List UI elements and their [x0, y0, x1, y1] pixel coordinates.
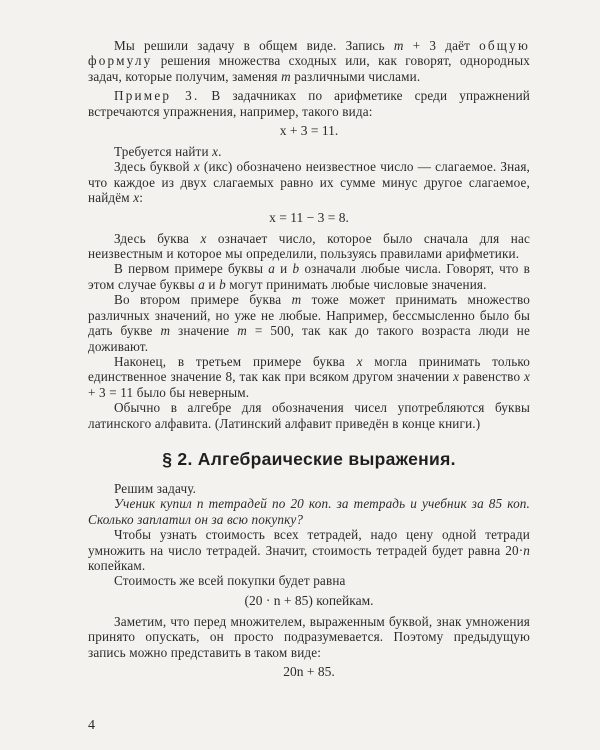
paragraph-p7: [88, 292, 530, 354]
block-4: [88, 481, 530, 589]
text-run: Пример 3.: [114, 88, 200, 104]
text-run: .: [218, 144, 222, 160]
formula-x-plus-3: x + 3 = 11.: [279, 123, 339, 139]
text-run: могла принимать только единственное значение 8, так как при всяком другом значении: [88, 353, 530, 385]
paragraph-p9: [88, 400, 530, 431]
text-run: x: [523, 369, 530, 385]
text-run: Ученик купил n тетрадей по 20 коп. за тетрадь и учебник за 85 коп. Сколько заплатил он за всю покупку?: [88, 496, 530, 527]
text-run: Мы решили задачу в общем виде. Запись: [114, 38, 394, 53]
text-run: означает число, которое было сначала для нас неизвестным и которое мы определили, пользуясь правилами арифметики.: [88, 230, 530, 262]
paragraph-p5: [88, 231, 530, 262]
section-heading: § 2. Алгебраические выражения.: [162, 448, 456, 469]
paragraph-p11: [88, 496, 530, 527]
text-run: x: [212, 144, 219, 160]
text-run: m: [160, 323, 171, 339]
paragraph-p13: [88, 573, 530, 588]
text-run: + 3 даёт: [403, 38, 480, 53]
text-run: a: [198, 276, 205, 292]
text-run: :: [139, 190, 144, 206]
text-run: x: [193, 159, 200, 175]
text-run: a: [268, 261, 275, 277]
text-run: и: [204, 276, 220, 292]
page-number: 4: [88, 718, 95, 733]
text-run: Решим задачу.: [114, 480, 197, 496]
block-5: [88, 614, 530, 660]
block-top: [88, 38, 530, 119]
paragraph-p2: [88, 88, 530, 119]
block-2: [88, 144, 530, 206]
text-run: Здесь буква: [114, 230, 201, 246]
text-run: общую формулу: [88, 38, 530, 69]
text-run: Чтобы узнать стоимость всех тетрадей, надо цену одной тетради умножить на число тетрадей. Значит, стоимость тетрадей будет равна 20·: [88, 527, 530, 558]
paragraph-p8: [88, 354, 530, 400]
text-run: b: [219, 276, 226, 292]
text-run: тоже может принимать множество различных значений, но уже не любые. Например, бессмысленно было бы дать букве: [88, 292, 530, 339]
text-run: и: [275, 261, 293, 277]
text-run: = 500, так как до такого возраста люди не доживают.: [88, 323, 531, 354]
text-run: m: [237, 323, 247, 339]
text-run: В первом примере буквы: [114, 261, 269, 277]
formula-cost: (20 · n + 85) копейкам.: [244, 592, 374, 608]
text-run: x: [356, 353, 363, 369]
text-run: m: [291, 292, 302, 308]
text-run: m: [393, 38, 404, 53]
text-run: копейкам.: [88, 557, 146, 573]
text-run: + 3 = 11 было бы неверным.: [88, 384, 250, 400]
paragraph-p6: [88, 261, 530, 292]
formula-x-equals-8: x = 11 − 3 = 8.: [269, 209, 349, 225]
text-run: m: [281, 68, 291, 84]
text-run: значение: [170, 323, 238, 339]
paragraph-p1: [88, 38, 530, 84]
text-run: В задачниках по арифметике среди упражнений встречаются упражнения, например, такого вида:: [88, 88, 530, 119]
paragraph-p3: [88, 144, 530, 159]
text-run: x: [200, 230, 207, 246]
text-run: решения множества сходных или, как говорят, однородных задач, которые получим, заменяя: [88, 53, 530, 84]
paragraph-p12: [88, 527, 530, 573]
text-run: Стоимость же всей покупки будет равна: [114, 573, 346, 589]
text-run: Здесь буквой: [114, 159, 194, 175]
text-run: равенство: [459, 369, 524, 385]
text-run: Обычно в алгебре для обозначения чисел употребляются буквы латинского алфавита. (Латинский алфавит приведён в конце книги.): [88, 400, 530, 431]
text-run: Во втором примере буква: [114, 292, 292, 308]
text-run: Заметим, что перед множителем, выраженным буквой, знак умножения принято опускать, он просто подразумевается. Поэтому предыдущую запись можно представить в таком виде:: [88, 613, 530, 660]
text-run: Требуется найти: [114, 144, 213, 160]
paragraph-p14: [88, 614, 530, 660]
text-run: x: [133, 190, 140, 206]
text-run: Наконец, в третьем примере буква: [114, 353, 357, 369]
text-run: x: [453, 369, 460, 385]
text-run: n: [523, 542, 530, 558]
text-run: означали любые числа. Говорят, что в этом случае буквы: [88, 261, 530, 292]
formula-20n-85: 20n + 85.: [283, 664, 335, 679]
text-run: (икс) обозначено неизвестное число — слагаемое. Зная, что каждое из двух слагаемых равно их сумме минус другое слагаемое, найдём: [88, 159, 530, 206]
block-3: [88, 231, 530, 431]
paragraph-p10: [88, 481, 530, 496]
text-run: b: [292, 261, 300, 277]
text-run: различными числами.: [290, 68, 421, 84]
text-run: могут принимать любые числовые значения.: [225, 276, 487, 292]
paragraph-p4: [88, 159, 530, 205]
